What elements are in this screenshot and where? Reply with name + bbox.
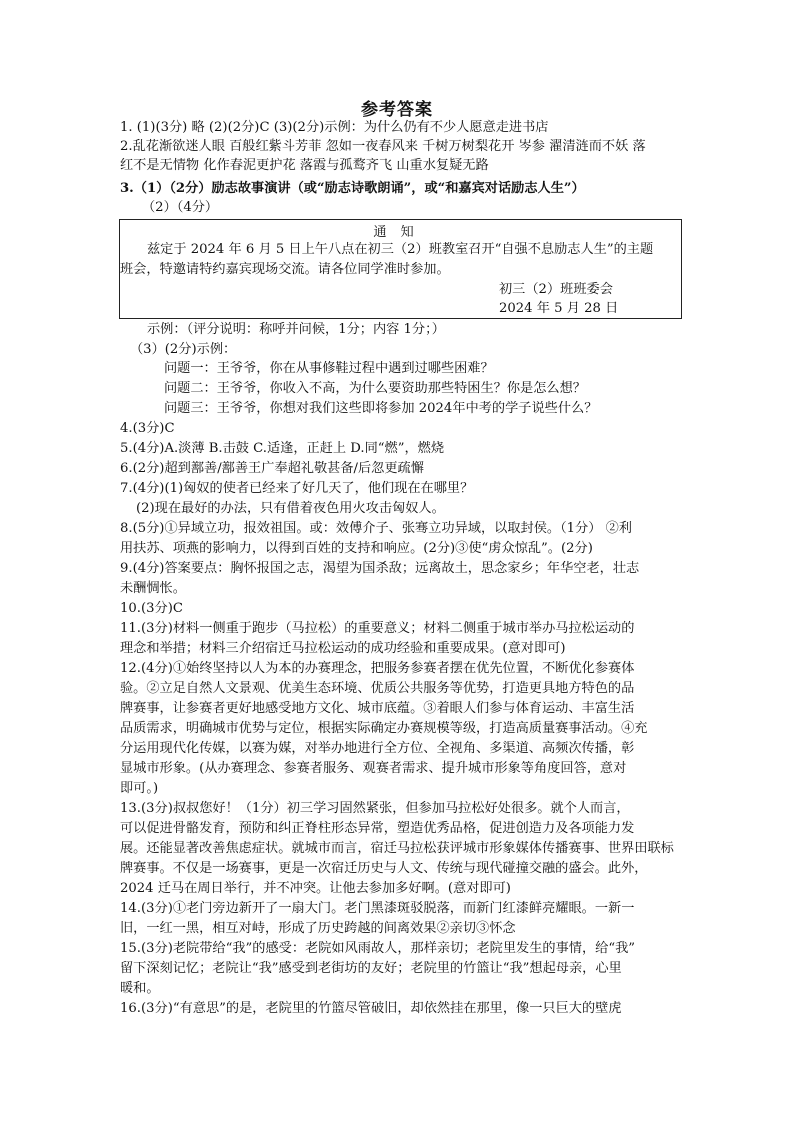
answer-line: 未酬惆怅。 (120, 581, 186, 596)
answer-line: 理念和举措；材料三介绍宿迁马拉松运动的成功经验和重要成果。(意对即可) (120, 641, 566, 656)
answer-line: 验。②立足自然人文景观、优美生态环境、优质公共服务等优势，打造更具地方特色的品 (120, 681, 635, 696)
notice-body: 兹定于 2024 年 6 月 5 日上午八点在初三（2）班教室召开“自强不息励志人生”的主题 (147, 242, 654, 257)
answer-line: 留下深刻记忆；老院让“我”感受到老街坊的友好；老院里的竹篮让“我”想起母亲，心里 (120, 961, 622, 976)
answer-line: 15.(3分)老院带给“我”的感受：老院如风雨故人，那样亲切；老院里发生的事情，给“我” (120, 941, 635, 956)
answer-line: 牌赛事。不仅是一场赛事，更是一次宿迁历史与人文、传统与现代碰撞交融的盛会。此外， (120, 861, 648, 876)
answer-line: 即可。) (120, 781, 159, 796)
answer-line: 牌赛事，让参赛者更好地感受地方文化、城市底蕴。③着眼人们参与体育运动、丰富生活 (120, 701, 635, 716)
answer-line: 9.(4分)答案要点：胸怀报国之志，渴望为国杀敌；远离故土，思念家乡；年华空老，壮志 (120, 561, 640, 576)
answer-line: 2024 迁马在周日举行，并不冲突。让他去参加多好啊。(意对即可) (120, 881, 511, 896)
answer-line: 12.(4分)①始终坚持以人为本的办赛理念，把服务参赛者摆在优先位置，不断优化参赛体 (120, 661, 635, 676)
notice-body: 班会，特邀请特约嘉宾现场交流。请各位同学准时参加。 (120, 262, 450, 277)
answer-line: 问题一：王爷爷，你在从事修鞋过程中遇到过哪些困难？ (164, 361, 494, 376)
answer-line: 分运用现代化传媒，以赛为媒，对举办地进行全方位、全视角、多渠道、高频次传播，彰 (120, 741, 635, 756)
answer-line: 显城市形象。(从办赛理念、参赛者服务、观赛者需求、提升城市形象等角度回答，意对 (120, 761, 627, 776)
answer-line: 3.（1）（2分）励志故事演讲（或“励志诗歌朗诵”，或“和嘉宾对话励志人生”） (120, 181, 585, 196)
notice-box (119, 219, 682, 319)
notice-date: 2024 年 5 月 28 日 (499, 301, 619, 316)
answer-line: 7.(4分)(1)匈奴的使者已经来了好几天了，他们现在在哪里？ (120, 481, 474, 496)
page-title: 参考答案 (361, 100, 433, 120)
answer-line: 展。还能显著改善焦虑症状。就城市而言，宿迁马拉松获评城市形象媒体传播赛事、世界田联标 (120, 841, 674, 856)
answer-line: 11.(3分)材料一侧重于跑步（马拉松）的重要意义；材料二侧重于城市举办马拉松运动的 (120, 621, 635, 636)
notice-title: 通知 (373, 225, 428, 240)
answer-line: （2）（4分） (142, 200, 219, 215)
answer-line: 4.(3分)C (120, 421, 175, 436)
answer-line: 旧，一红一黑，相互对峙，形成了历史跨越的间离效果②亲切③怀念 (120, 921, 516, 936)
answer-line: 红不是无情物 化作春泥更护花 落霞与孤鹜齐飞 山重水复疑无路 (120, 158, 489, 173)
answer-line: 1. (1)(3分) 略 (2)(2分)C (3)(2分)示例：为什么仍有不少人愿意走进书店 (120, 120, 549, 135)
answer-line: 问题三：王爷爷，你想对我们这些即将参加 2024年中考的学子说些什么？ (164, 401, 598, 416)
answer-line: 10.(3分)C (120, 601, 183, 616)
answer-line: 2.乱花渐欲迷人眼 百般红紫斗芳菲 忽如一夜春风来 千树万树梨花开 岑参 濯清涟而不妖 落 (120, 139, 646, 154)
notice-signer: 初三（2）班班委会 (499, 282, 613, 297)
answer-line: 13.(3分)叔叔您好！（1分）初三学习固然紧张，但参加马拉松好处很多。就个人而言， (120, 801, 630, 816)
answer-line: 问题二：王爷爷，你收入不高，为什么要资助那些特困生？你是怎么想？ (164, 381, 586, 396)
answer-line: 可以促进骨骼发育，预防和纠正脊柱形态异常，塑造优秀品格，促进创造力及各项能力发 (120, 821, 635, 836)
answer-line: 用扶苏、项燕的影响力，以得到百姓的支持和响应。(2分)③使“虏众惊乱”。(2分) (120, 541, 593, 556)
answer-line: 14.(3分)①老门旁边新开了一扇大门。老门黑漆斑驳脱落，而新门红漆鲜亮耀眼。一新一 (120, 901, 635, 916)
answer-line: 16.(3分)“有意思”的是，老院里的竹篮尽管破旧，却依然挂在那里，像一只巨大的壁虎 (120, 1001, 622, 1016)
answer-line: 6.(2分)超到鄯善/鄯善王广奉超礼敬甚备/后忽更疏懈 (120, 461, 424, 476)
answer-line: 暖和。 (120, 981, 160, 996)
answer-line: （3）(2分)示例： (130, 342, 237, 357)
answer-line: 示例：（评分说明：称呼并问候，1分；内容 1分；） (147, 322, 445, 337)
answer-line: 品质需求，明确城市优势与定位，根据实际确定办赛规模等级，打造高质量赛事活动。④充 (120, 721, 648, 736)
answer-line: (2)现在最好的办法，只有借着夜色用火攻击匈奴人。 (136, 501, 445, 516)
answer-line: 8.(5分)①异域立功，报效祖国。或：效傅介子、张骞立功异域，以取封侯。（1分） ②利 (120, 521, 632, 536)
answer-line: 5.(4分)A.淡薄 B.击鼓 C.适逢，正赶上 D.同“燃”，燃烧 (120, 441, 445, 456)
